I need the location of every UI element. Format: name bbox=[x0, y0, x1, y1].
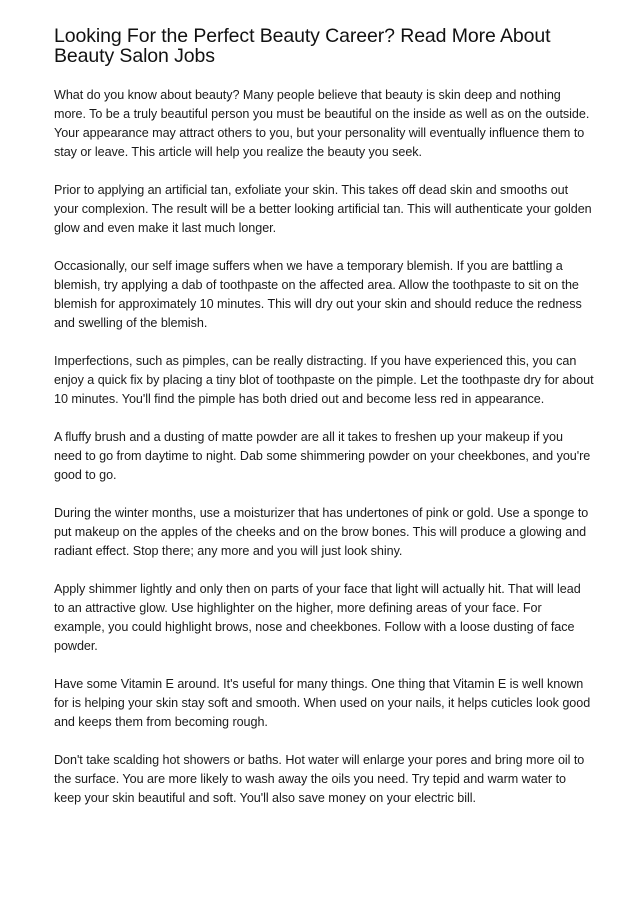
paragraph-blemish: Occasionally, our self image suffers when we have a temporary blemish. If you are battling a blemish, try applying a dab of toothpaste on the affected area. Allow the toothpaste to sit on the blemish for approximately 10 minutes. This will dry out your skin and should reduce the redness and swelling of the blemish. bbox=[54, 259, 582, 330]
paragraph-artificial-tan: Prior to applying an artificial tan, exfoliate your skin. This takes off dead skin and smooths out your complexion. The result will be a better looking artificial tan. This will authenticate your golden glow and even make it last much longer. bbox=[54, 183, 592, 235]
document-title: Looking For the Perfect Beauty Career? Read More About Beauty Salon Jobs bbox=[54, 25, 551, 67]
paragraph-hot-showers: Don't take scalding hot showers or baths. Hot water will enlarge your pores and bring more oil to the surface. You are more likely to wash away the oils you need. Try tepid and warm water to keep your skin beautiful and soft. You'll also save money on your electric bill. bbox=[54, 753, 585, 805]
paragraph-shimmer: Apply shimmer lightly and only then on parts of your face that light will actually hit. That will lead to an attractive glow. Use highlighter on the higher, more defining areas of your face. For example, you could highlight brows, nose and cheekbones. Follow with a loose dusting of face powder. bbox=[54, 582, 581, 653]
paragraph-makeup-refresh: A fluffy brush and a dusting of matte powder are all it takes to freshen up your makeup if you need to go from daytime to night. Dab some shimmering powder on your cheekbones, and you're good to go. bbox=[54, 430, 591, 482]
paragraph-winter-moisturizer: During the winter months, use a moisturizer that has undertones of pink or gold. Use a sponge to put makeup on the apples of the cheeks and on the brow bones. This will produce a glowing and radiant effect. Stop there; any more and you will just look shiny. bbox=[54, 506, 589, 558]
paragraph-pimples: Imperfections, such as pimples, can be really distracting. If you have experienced this, you can enjoy a quick fix by placing a tiny blot of toothpaste on the pimple. Let the toothpaste dry for about 10 minutes. You'll find the pimple has both dried out and become less red in appearance. bbox=[54, 354, 594, 406]
document-page bbox=[54, 26, 594, 827]
paragraph-intro: What do you know about beauty? Many people believe that beauty is skin deep and nothing more. To be a truly beautiful person you must be beautiful on the inside as well as on the outside. Your appearance may attract others to you, but your personality will eventually influence them to stay or leave. This article will help you realize the beauty you seek. bbox=[54, 88, 590, 159]
paragraph-vitamin-e: Have some Vitamin E around. It's useful for many things. One thing that Vitamin E is well known for is helping your skin stay soft and smooth. When used on your nails, it helps cuticles look good and keeps them from becoming rough. bbox=[54, 677, 591, 729]
